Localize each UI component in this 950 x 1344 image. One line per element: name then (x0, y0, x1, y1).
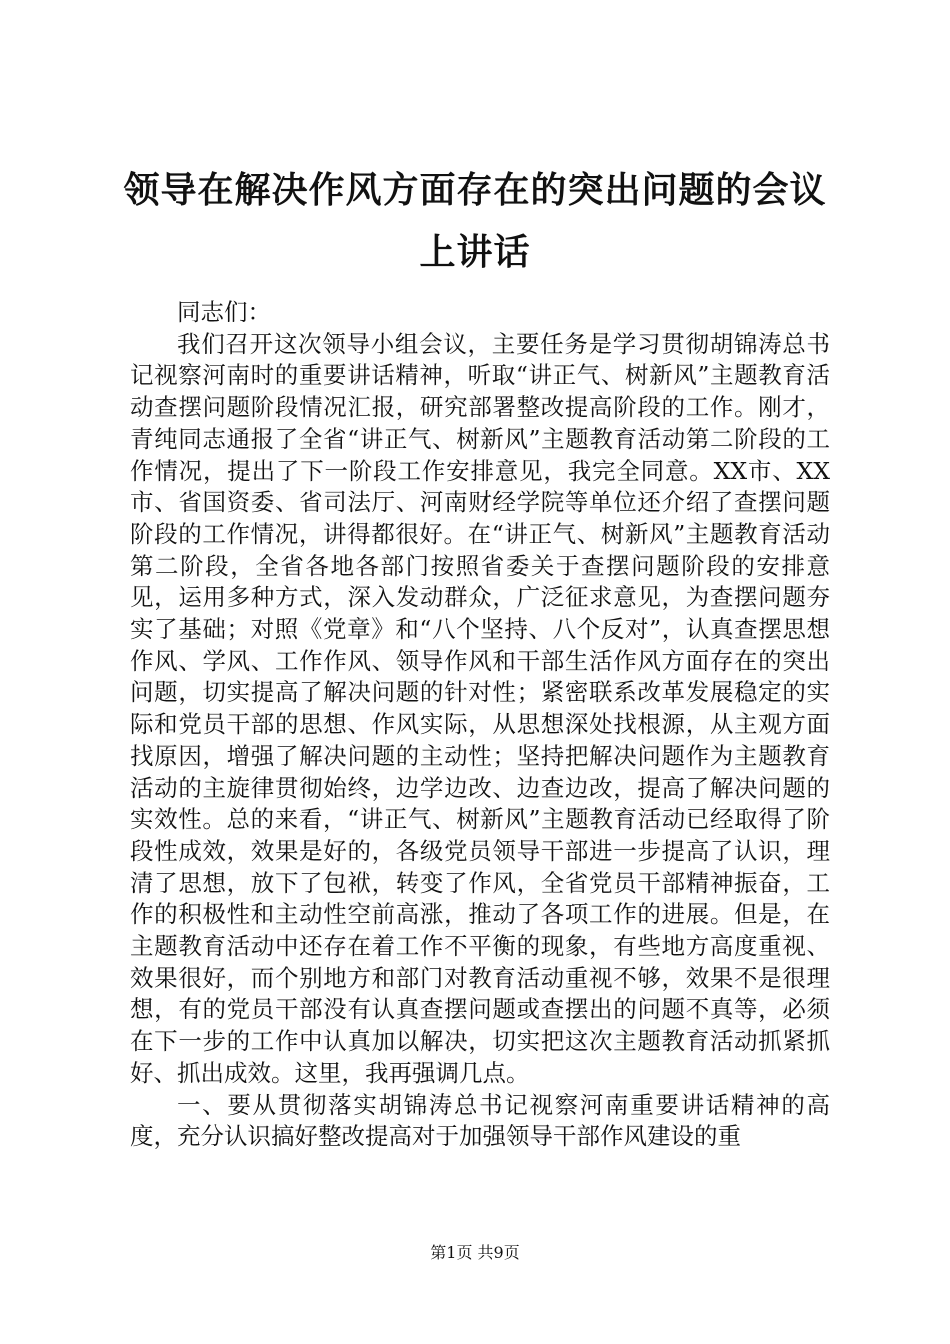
page-footer: 第1页 共9页 (430, 1243, 520, 1262)
paragraph-section-one: 一、要从贯彻落实胡锦涛总书记视察河南重要讲话精神的高度，充分认识搞好整改提高对于加强领导干部作风建设的重 (130, 1090, 830, 1151)
document-title: 领导在解决作风方面存在的突出问题的会议上讲话 (123, 170, 827, 273)
document-body (130, 297, 830, 1153)
paragraph-intro: 我们召开这次领导小组会议，主要任务是学习贯彻胡锦涛总书记视察河南时的重要讲话精神，听取“讲正气、树新风”主题教育活动查摆问题阶段情况汇报，研究部署整改提高阶段的工作。刚才，青纯同志通报了全省“讲正气、树新风”主题教育活动第二阶段的工作情况，提出了下一阶段工作安排意见，我完全同意。XX市、XX市、省国资委、省司法厅、河南财经学院等单位还介绍了查摆问题阶段的工作情况，讲得都很好。在“讲正气、树新风”主题教育活动第二阶段，全省各地各部门按照省委关于查摆问题阶段的安排意见，运用多种方式，深入发动群众，广泛征求意见，为查摆问题夯实了基础；对照《党章》和“八个坚持、八个反对”，认真查摆思想作风、学风、工作作风、领导作风和干部生活作风方面存在的突出问题，切实提高了解决问题的针对性；紧密联系改革发展稳定的实际和党员干部的思想、作风实际，从思想深处找根源，从主观方面找原因，增强了解决问题的主动性；坚持把解决问题作为主题教育活动的主旋律贯彻始终，边学边改、边查边改，提高了解决问题的实效性。总的来看，“讲正气、树新风”主题教育活动已经取得了阶段性成效，效果是好的，各级党员领导干部进一步提高了认识，理清了思想，放下了包袱，转变了作风，全省党员干部精神振奋，工作的积极性和主动性空前高涨，推动了各项工作的进展。但是，在主题教育活动中还存在着工作不平衡的现象，有些地方高度重视、效果很好，而个别地方和部门对教育活动重视不够，效果不是很理想，有的党员干部没有认真查摆问题或查摆出的问题不真等，必须在下一步的工作中认真加以解决，切实把这次主题教育活动抓紧抓好、抓出成效。这里，我再强调几点。 (130, 329, 830, 1087)
greeting: 同志们： (177, 298, 271, 326)
